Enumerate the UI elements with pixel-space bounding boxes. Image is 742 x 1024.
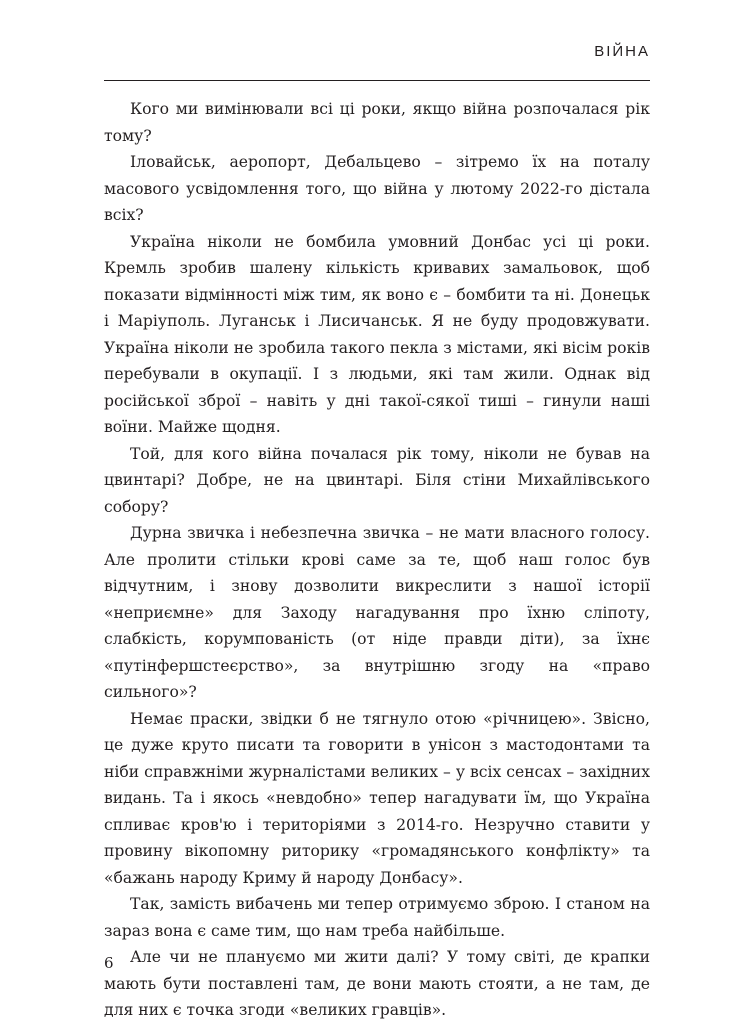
- page-number: 6: [104, 954, 114, 972]
- paragraph: Але чи не плануємо ми жити далі? У тому світі, де крапки мають бути поставлені там, де вони мають стояти, а не там, де для них є точка згоди «великих гравців».: [104, 948, 650, 1019]
- running-head-title: ВІЙНА: [594, 43, 650, 60]
- paragraph: Той, для кого війна почалася рік тому, ніколи не бував на цвинтарі? Добре, не на цвинтарі. Біля стіни Михайлівського собору?: [104, 444, 650, 516]
- paragraph: Так, замість вибачень ми тепер отримуємо зброю. І станом на зараз вона є саме тим, що нам треба найбільше.: [104, 895, 650, 940]
- body-text: [104, 96, 650, 1024]
- paragraph: Кого ми вимінювали всі ці роки, якщо війна розпочалася рік тому?: [104, 100, 650, 145]
- paragraph: Немає праски, звідки б не тягнуло отою «річницею». Звісно, це дуже круто писати та говорити в унісон з мастодонтами та ніби справжніми журналістами великих – у всіх сенсах – західних видань. Та і якось «невдобно» тепер нагадувати їм, що Україна спливає кров'ю і територіями з 2014-го. Незручно ставити у провину вікопомну риторику «громадянського конфлікту» та «бажань народу Криму й народу Донбасу».: [104, 709, 650, 887]
- paragraph: Дурна звичка і небезпечна звичка – не мати власного голосу. Але пролити стільки крові саме за те, щоб наш голос був відчутним, і знову дозволити викреслити з нашої історії «неприємне» для Заходу нагадування про їхню сліпоту, слабкість, корумпованість (от ніде правди діти), за їхнє «путінфершстеєрство», за внутрішню згоду на «право сильного»?: [104, 524, 650, 701]
- header-rule: [104, 80, 650, 81]
- paragraph: Україна ніколи не бомбила умовний Донбас усі ці роки. Кремль зробив шалену кількість кривавих замальовок, щоб показати відмінності між тим, як воно є – бомбити та ні. Донецьк і Маріуполь. Луганськ і Лисичанськ. Я не буду продовжувати. Україна ніколи не зробила такого пекла з містами, які вісім років перебували в окупації. І з людьми, які там жили. Однак від російської зброї – навіть у дні такої-сякої тиші – гинули наші воїни. Майже щодня.: [104, 232, 650, 436]
- paragraph: Іловайськ, аеропорт, Дебальцево – зітремо їх на поталу масового усвідомлення того, що війна у лютому 2022-го дістала всіх?: [104, 153, 650, 224]
